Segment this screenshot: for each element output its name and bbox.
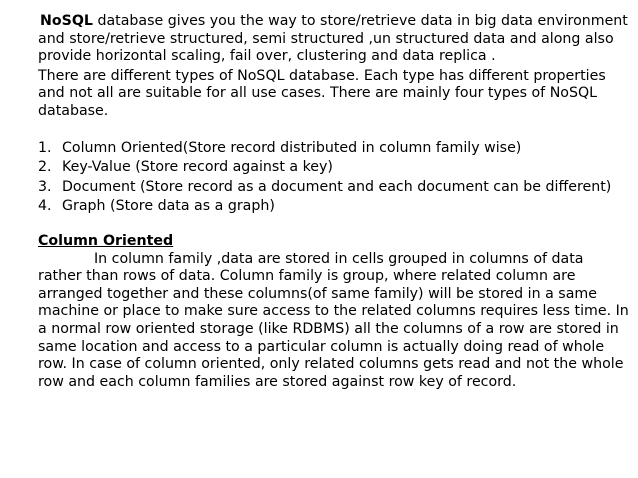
- list-item-text: Key-Value (Store record against a key): [62, 159, 333, 176]
- column-oriented-heading: Column Oriented: [38, 232, 174, 249]
- list-item-text: Graph (Store data as a graph): [62, 198, 275, 215]
- list-item-number: 3.: [38, 178, 52, 195]
- column-oriented-body: In column family ,data are stored in cells grouped in columns of data rather than rows of data. Column family is group, where related column are arranged together and these columns(of same family) will be stored in a same machine or place to make sure access to the related columns requires less time. In a normal row oriented storage (like RDBMS) all the columns of a row are stored in same location and access to a particular column is actually doing read of whole row. In case of column oriented, only related columns gets read and not the whole row and each column families are stored against row key of record.: [38, 250, 629, 390]
- list-item-number: 1.: [38, 139, 52, 156]
- intro-paragraph: [38, 13, 630, 66]
- list-item: [38, 140, 630, 158]
- intro-text: database gives you the way to store/retrieve data in big data environment and store/retrieve structured, semi structured ,un structured data and along also provide horizontal scaling, fail over, clustering and data replica .: [38, 13, 628, 65]
- list-item: [38, 159, 630, 177]
- slide-content: [38, 13, 630, 391]
- list-item: [38, 179, 630, 197]
- list-item-number: 4.: [38, 198, 52, 215]
- nosql-term: NoSQL: [40, 13, 93, 29]
- list-item-number: 2.: [38, 159, 52, 176]
- nosql-types-list: [38, 140, 630, 216]
- list-item: [38, 198, 630, 216]
- list-item-text: Column Oriented(Store record distributed in column family wise): [62, 139, 522, 156]
- types-paragraph: There are different types of NoSQL database. Each type has different properties and not all are suitable for all use cases. There are mainly four types of NoSQL database.: [38, 67, 606, 119]
- list-item-text: Document (Store record as a document and each document can be different): [62, 178, 612, 195]
